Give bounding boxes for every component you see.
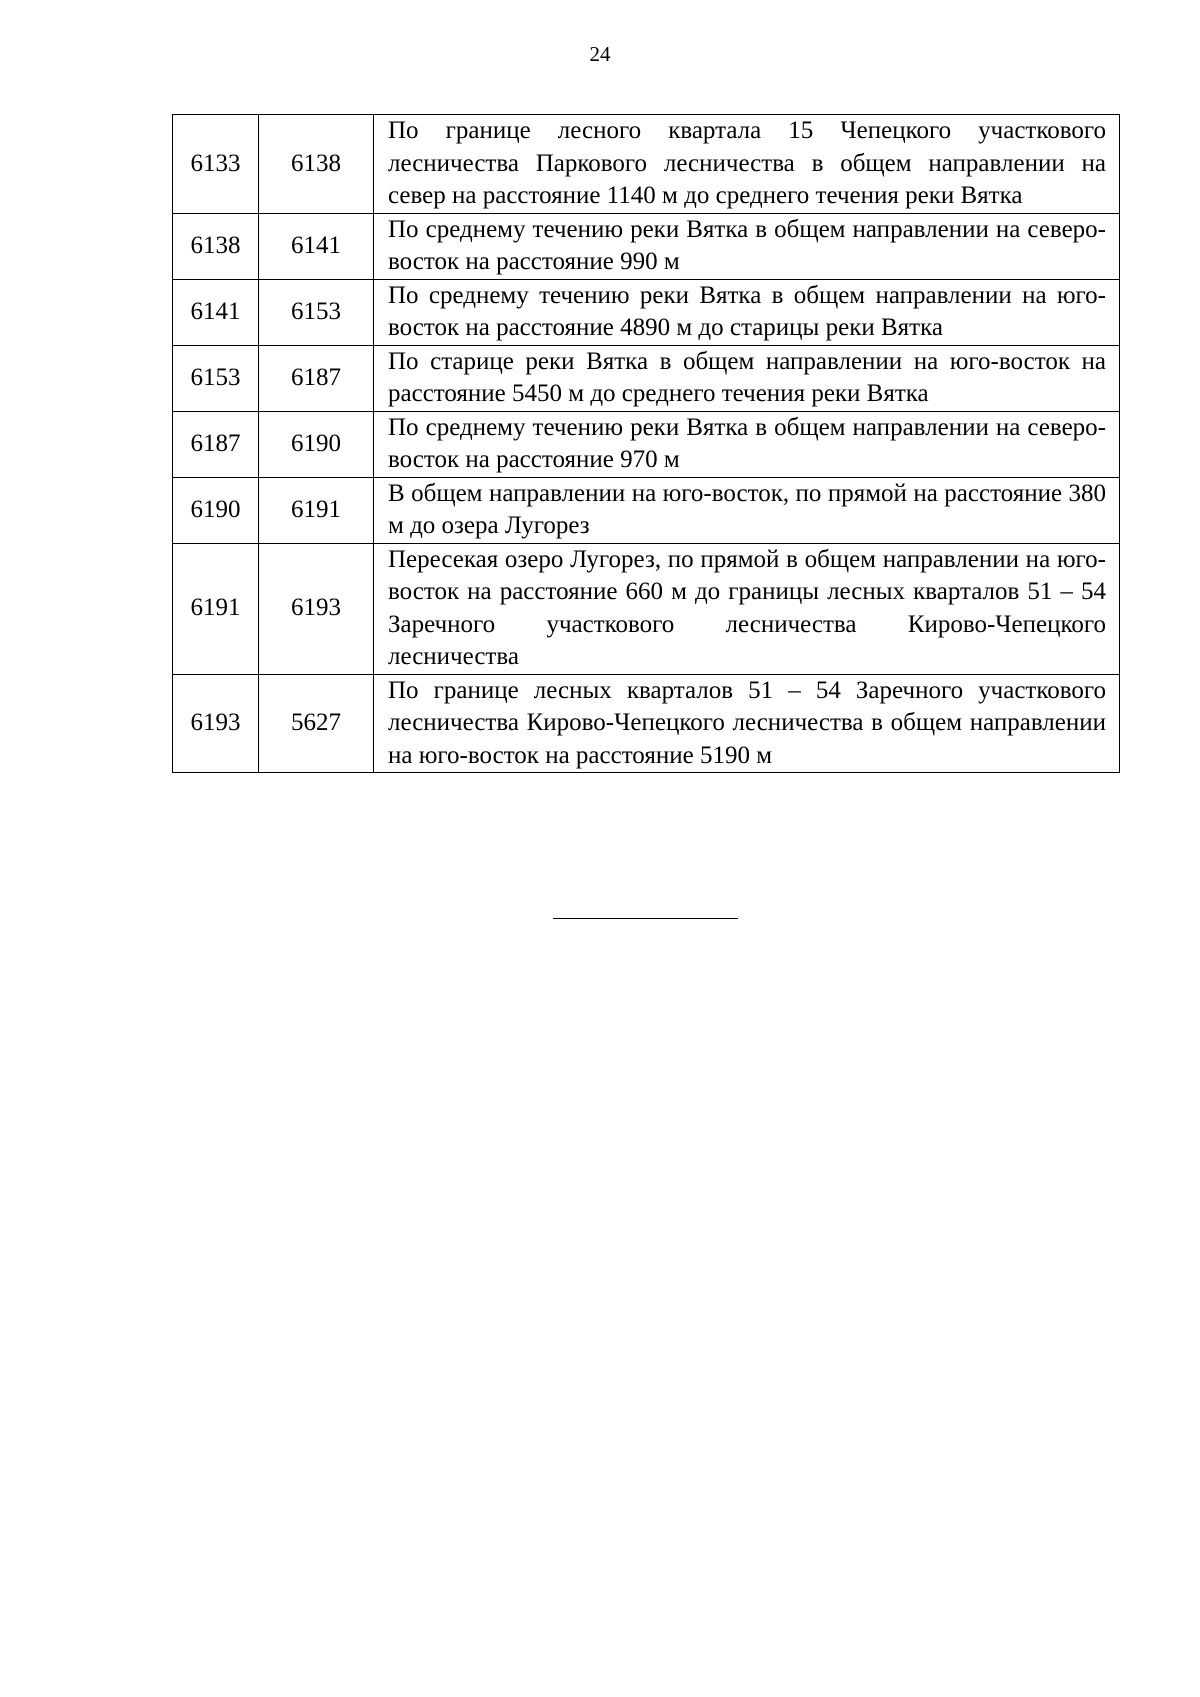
description-cell: По старице реки Вятка в общем направлении на юго-восток на расстояние 5450 м до среднего течения реки Вятка bbox=[374, 345, 1120, 411]
to-point-cell: 6187 bbox=[259, 345, 374, 411]
to-point-cell: 6191 bbox=[259, 477, 374, 543]
from-point-cell: 6191 bbox=[173, 543, 259, 674]
table-row bbox=[173, 213, 1120, 279]
from-point-cell: 6193 bbox=[173, 674, 259, 773]
table-row bbox=[173, 674, 1120, 773]
description-cell: По границе лесного квартала 15 Чепецкого участкового лесничества Паркового лесничества в общем направлении на север на расстояние 1140 м до среднего течения реки Вятка bbox=[374, 115, 1120, 214]
description-cell: По среднему течению реки Вятка в общем направлении на северо-восток на расстояние 970 м bbox=[374, 411, 1120, 477]
to-point-cell: 6153 bbox=[259, 279, 374, 345]
to-point-cell: 5627 bbox=[259, 674, 374, 773]
description-cell: Пересекая озеро Лугорез, по прямой в общем направлении на юго-восток на расстояние 660 м до границы лесных кварталов 51 – 54 Заречного участкового лесничества Кирово-Чепецкого лесничества bbox=[374, 543, 1120, 674]
boundary-table bbox=[172, 114, 1120, 773]
description-cell: По границе лесных кварталов 51 – 54 Заречного участкового лесничества Кирово-Чепецкого лесничества в общем направлении на юго-восток на расстояние 5190 м bbox=[374, 674, 1120, 773]
description-cell: По среднему течению реки Вятка в общем направлении на юго-восток на расстояние 4890 м до старицы реки Вятка bbox=[374, 279, 1120, 345]
page-number: 24 bbox=[589, 42, 611, 66]
to-point-cell: 6190 bbox=[259, 411, 374, 477]
to-point-cell: 6193 bbox=[259, 543, 374, 674]
from-point-cell: 6153 bbox=[173, 345, 259, 411]
from-point-cell: 6187 bbox=[173, 411, 259, 477]
table-row bbox=[173, 279, 1120, 345]
closing-rule bbox=[553, 918, 738, 919]
table-row bbox=[173, 477, 1120, 543]
to-point-cell: 6141 bbox=[259, 213, 374, 279]
description-cell: В общем направлении на юго-восток, по прямой на расстояние 380 м до озера Лугорез bbox=[374, 477, 1120, 543]
table-row bbox=[173, 543, 1120, 674]
table-row bbox=[173, 345, 1120, 411]
description-cell: По среднему течению реки Вятка в общем направлении на северо-восток на расстояние 990 м bbox=[374, 213, 1120, 279]
from-point-cell: 6190 bbox=[173, 477, 259, 543]
from-point-cell: 6138 bbox=[173, 213, 259, 279]
from-point-cell: 6141 bbox=[173, 279, 259, 345]
from-point-cell: 6133 bbox=[173, 115, 259, 214]
to-point-cell: 6138 bbox=[259, 115, 374, 214]
table-row bbox=[173, 411, 1120, 477]
table-row bbox=[173, 115, 1120, 214]
